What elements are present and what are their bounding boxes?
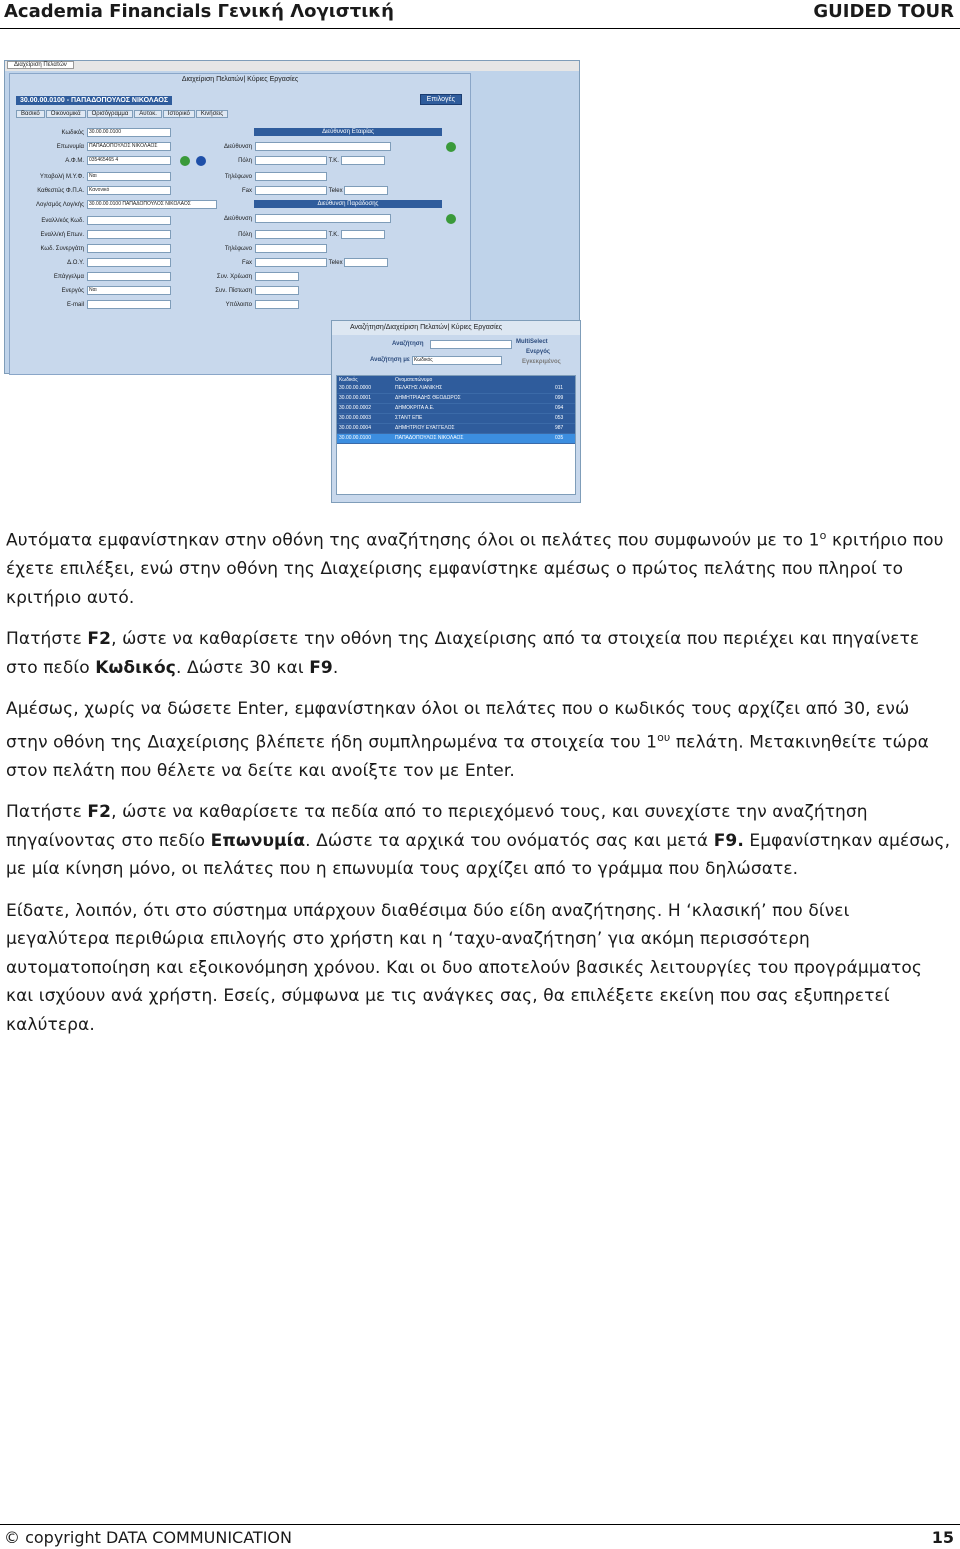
field-address: Διεύθυνση — [200, 142, 391, 151]
field-code: Κωδικός 30.00.00.0100 — [12, 128, 171, 137]
search-label: Αναζήτηση — [392, 341, 424, 347]
paragraph-4: Πατήστε F2, ώστε να καθαρίσετε τα πεδία από το περιεχόμενό τους, και συνεχίστε την αναζήτηση πηγαίνοντας στο πεδίο Επωνυμία. Δώστε τα αρχικά του ονόματός σας και μετά F9. Εμφανίστηκαν αμέσως, με μία κίνηση μόνο, οι πελάτες που η επωνυμία τους αρχίζει από το γράμμα που δηλώσατε. — [6, 802, 951, 880]
col-name[interactable]: Ονοματεπώνυμο — [395, 377, 433, 383]
paragraph-3: Αμέσως, χωρίς να δώσετε Enter, εμφανίστηκαν όλοι οι πελάτες που ο κωδικός τους αρχίζει από 30, ενώ στην οθόνη της Διαχείρισης βλέπετε ήδη συμπληρωμένα τα στοιχεία του $1^{o\upsilon}$ πελάτη. Μετακινηθείτε τώρα στον πελάτη που θέλετε να δείτε και ανοίξτε τον με Enter. — [6, 699, 929, 781]
field-profession: Επάγγελμα — [12, 272, 171, 281]
table-row[interactable]: 30.00.00.0002 ΔΗΜΟΚΡΙΤΑ Α.Ε. 094 — [337, 404, 575, 414]
field-debit: Συν. Χρέωση — [200, 272, 299, 281]
globe-icon[interactable] — [180, 156, 190, 166]
table-row[interactable]: 30.00.00.0001 ΔΗΜΗΤΡΙΑΔΗΣ ΘΕΟΔΩΡΟΣ 099 — [337, 394, 575, 404]
paragraph-1: Αυτόματα εμφανίστηκαν στην οθόνη της αναζήτησης όλοι οι πελάτες που συμφωνούν με το $1^o$ κριτήριο που έχετε επιλέξει, ενώ στην οθόνη της Διαχείρισης εμφανίστηκε αμέσως ο πρώτος πελάτης που πληροί το κριτήριο αυτό. — [6, 529, 944, 608]
field-delivery-fax: Fax Telex — [200, 258, 388, 267]
globe-icon[interactable] — [446, 142, 456, 152]
customer-search-window — [331, 320, 581, 503]
window-tabstrip — [5, 61, 579, 71]
tab-auto[interactable]: Αυτοκ. — [134, 110, 162, 118]
field-name: Επωνυμία ΠΑΠΑΔΟΠΟΥΛΟΣ ΝΙΚΟΛΑΟΣ — [12, 142, 171, 151]
options-button[interactable]: Επιλογές — [420, 94, 462, 105]
field-delivery-phone: Τηλέφωνο — [200, 244, 327, 253]
field-delivery-address: Διεύθυνση — [200, 214, 391, 223]
col-code[interactable]: Κωδικός — [339, 377, 358, 383]
tab-financial[interactable]: Οικονομικά — [46, 110, 86, 118]
search-by-select[interactable]: Κωδικός — [412, 356, 502, 365]
field-email: E-mail — [12, 300, 171, 309]
field-fax: Fax Telex — [200, 186, 388, 195]
table-row[interactable]: 30.00.00.0004 ΔΗΜΗΤΡΙΟΥ ΕΥΑΓΓΕΛΟΣ 987 — [337, 424, 575, 434]
body-text — [6, 522, 954, 1039]
tab-customer-management[interactable]: Διαχείριση Πελατών — [7, 61, 74, 69]
field-vat-status: Καθεστώς Φ.Π.Α. Κανονικό — [12, 186, 171, 195]
paragraph-5: Είδατε, λοιπόν, ότι στο σύστημα υπάρχουν διαθέσιμα δύο είδη αναζήτησης. Η ‘κλασική’ που δίνει μεγαλύτερα περιθώρια επιλογής στο χρήστη και η ‘ταχυ-αναζήτηση’ για ακόμη περισσότερη αυτοματοποίηση και εξοικονόμηση χρόνου. Και οι δυο αποτελούν βασικές λειτουργίες του προγράμματος και ισχύουν ανά χρήστη. Εσείς, σύμφωνα με τις ανάγκες σας, θα επιλέξετε εκείνη που σας εξυπηρετεί καλύτερα. — [6, 900, 922, 1035]
field-alt-name: Εναλλ/κή Επων. — [12, 230, 171, 239]
section-delivery-address: Διεύθυνση Παράδοσης — [254, 200, 442, 208]
table-row[interactable]: 30.00.00.0003 ΣΤΑΝΤ ΕΠΕ 053 — [337, 414, 575, 424]
tab-basic[interactable]: Βασικό — [16, 110, 45, 118]
paragraph-2: Πατήστε F2, ώστε να καθαρίσετε την οθόνη της Διαχείρισης από τα στοιχεία που περιέχει και πηγαίνετε στο πεδίο Κωδικός. Δώστε 30 και F9. — [6, 629, 920, 678]
field-active: Ενεργός Ναι — [12, 286, 171, 295]
tab-movements[interactable]: Κινήσεις — [196, 110, 228, 118]
search-by-select-wrap — [412, 356, 502, 365]
field-delivery-city: Πόλη Τ.Κ. — [200, 230, 385, 239]
header-title: Academia Financials Γενική Λογιστική — [4, 1, 394, 22]
multiselect-label: MultiSelect — [516, 339, 548, 345]
field-account: Λογ/σμός Λογ/κής 30.00.00.0100 ΠΑΠΑΔΟΠΟΥΛΟΣ ΝΙΚΟΛΑΟΣ — [12, 200, 217, 209]
active-label: Ενεργός — [526, 349, 551, 355]
table-row-selected[interactable]: 30.00.00.0100 ΠΑΠΑΔΟΠΟΥΛΟΣ ΝΙΚΟΛΑΟΣ 035 — [337, 434, 575, 444]
search-by-label: Αναζήτηση με — [370, 357, 410, 363]
approved-label: Εγκεκριμένος — [522, 359, 561, 365]
page-footer — [0, 1524, 960, 1549]
form-title: Διαχείριση Πελατών| Κύριες Εργασίες — [181, 76, 299, 83]
field-myf: Υποβολή Μ.Υ.Φ. Ναι — [12, 172, 171, 181]
search-input[interactable] — [430, 340, 512, 349]
tab-limits[interactable]: Ορισόγραμμα — [87, 110, 134, 118]
results-grid — [336, 375, 576, 495]
header-guided-tour: GUIDED TOUR — [813, 1, 954, 22]
tab-history[interactable]: Ιστορικό — [163, 110, 195, 118]
search-window-title: Αναζήτηση/Διαχείριση Πελατών| Κύριες Εργασίες — [332, 321, 580, 335]
page-header — [0, 0, 960, 29]
field-phone: Τηλέφωνο — [200, 172, 327, 181]
globe-icon[interactable] — [446, 214, 456, 224]
current-customer: 30.00.00.0100 - ΠΑΠΑΔΟΠΟΥΛΟΣ ΝΙΚΟΛΑΟΣ — [16, 96, 172, 105]
field-doy: Δ.Ο.Υ. — [12, 258, 171, 267]
field-credit: Συν. Πίστωση — [200, 286, 299, 295]
field-balance: Υπόλοιπο — [200, 300, 299, 309]
table-row[interactable]: 30.00.00.0000 ΠΕΛΑΤΗΣ ΛΙΑΝΙΚΗΣ 011 — [337, 384, 575, 394]
field-alt-code: Εναλλ/κός Κωδ. — [12, 216, 171, 225]
page-number: 15 — [931, 1528, 954, 1547]
section-company-address: Διεύθυνση Εταιρίας — [254, 128, 442, 136]
field-city: Πόλη Τ.Κ. — [200, 156, 385, 165]
field-afm: Α.Φ.Μ. 035465465 4 — [12, 156, 171, 165]
search-input-wrap — [430, 340, 512, 349]
form-tabs — [16, 110, 229, 118]
grid-header — [337, 376, 575, 384]
footer-copyright: © copyright DATA COMMUNICATION — [4, 1528, 292, 1547]
field-partner: Κωδ. Συνεργάτη — [12, 244, 171, 253]
